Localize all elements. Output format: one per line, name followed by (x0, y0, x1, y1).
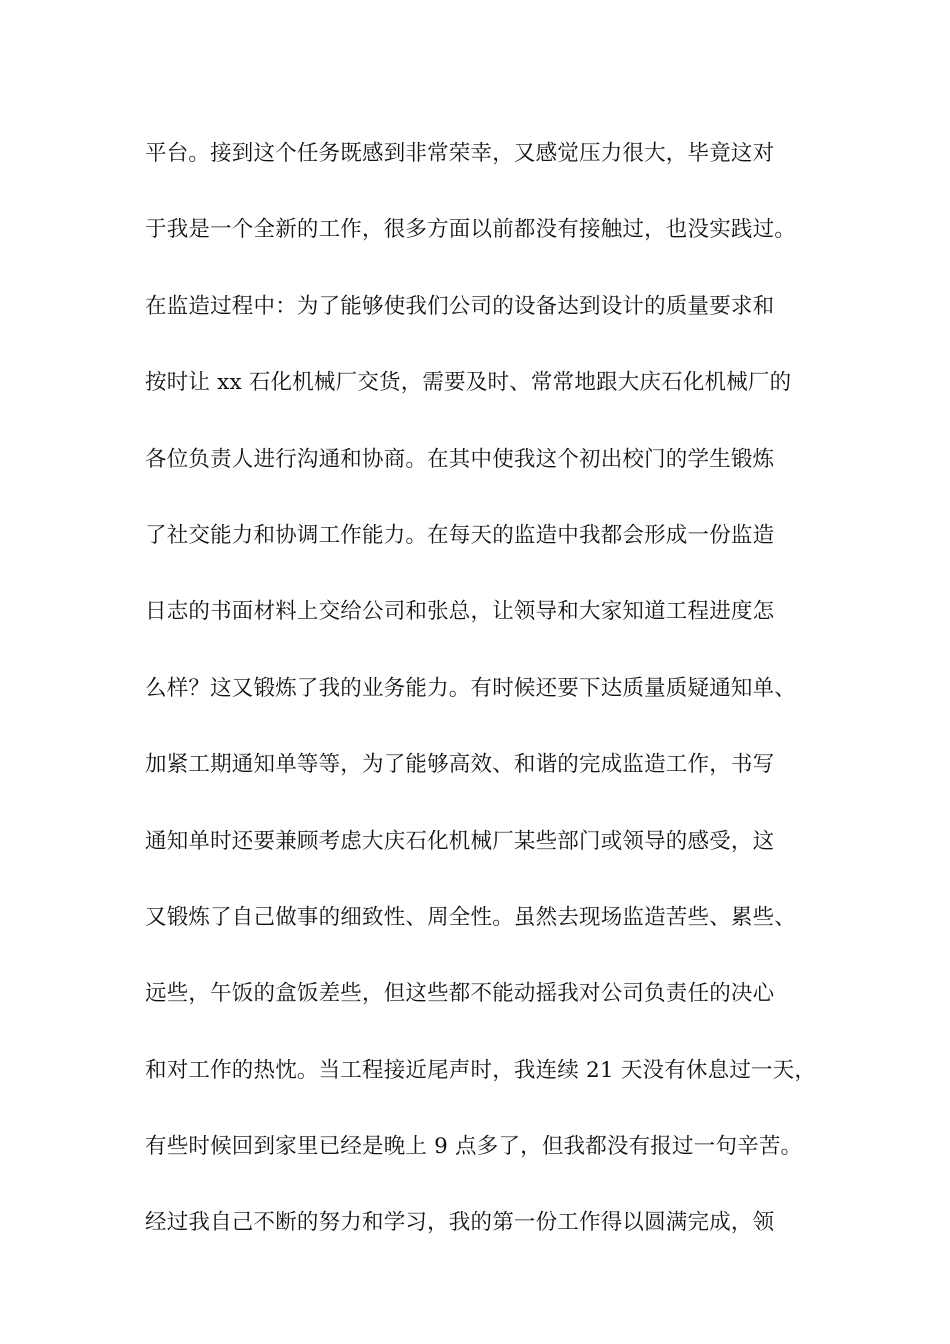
text-line: 有些时候回到家里已经是晚上 9 点多了，但我都没有报过一句辛苦。 (145, 1134, 803, 1160)
text-line: 各位负责人进行沟通和协商。在其中使我这个初出校门的学生锻炼 (145, 446, 775, 472)
text-line: 经过我自己不断的努力和学习，我的第一份工作得以圆满完成，领 (145, 1210, 775, 1236)
text-line: 在监造过程中：为了能够使我们公司的设备达到设计的质量要求和 (145, 293, 775, 319)
text-line: 远些，午饭的盒饭差些，但这些都不能动摇我对公司负责任的决心 (145, 981, 775, 1007)
text-line: 按时让 xx 石化机械厂交货，需要及时、常常地跟大庆石化机械厂的 (145, 370, 792, 396)
text-line: 平台。接到这个任务既感到非常荣幸，又感觉压力很大，毕竟这对 (145, 141, 775, 166)
text-line: 于我是一个全新的工作，很多方面以前都没有接触过，也没实践过。 (145, 217, 797, 243)
text-line: 加紧工期通知单等等，为了能够高效、和谐的完成监造工作，书写 (145, 752, 775, 778)
text-line: 又锻炼了自己做事的细致性、周全性。虽然去现场监造苦些、累些、 (145, 904, 797, 930)
text-line: 么样？这又锻炼了我的业务能力。有时候还要下达质量质疑通知单、 (145, 675, 797, 701)
text-line: 通知单时还要兼顾考虑大庆石化机械厂某些部门或领导的感受，这 (145, 828, 775, 854)
text-line: 和对工作的热忱。当工程接近尾声时，我连续 21 天没有休息过一天， (145, 1057, 817, 1083)
body-text (145, 134, 825, 1280)
text-line: 了社交能力和协调工作能力。在每天的监造中我都会形成一份监造 (145, 522, 775, 548)
text-line: 日志的书面材料上交给公司和张总，让领导和大家知道工程进度怎 (145, 599, 775, 625)
